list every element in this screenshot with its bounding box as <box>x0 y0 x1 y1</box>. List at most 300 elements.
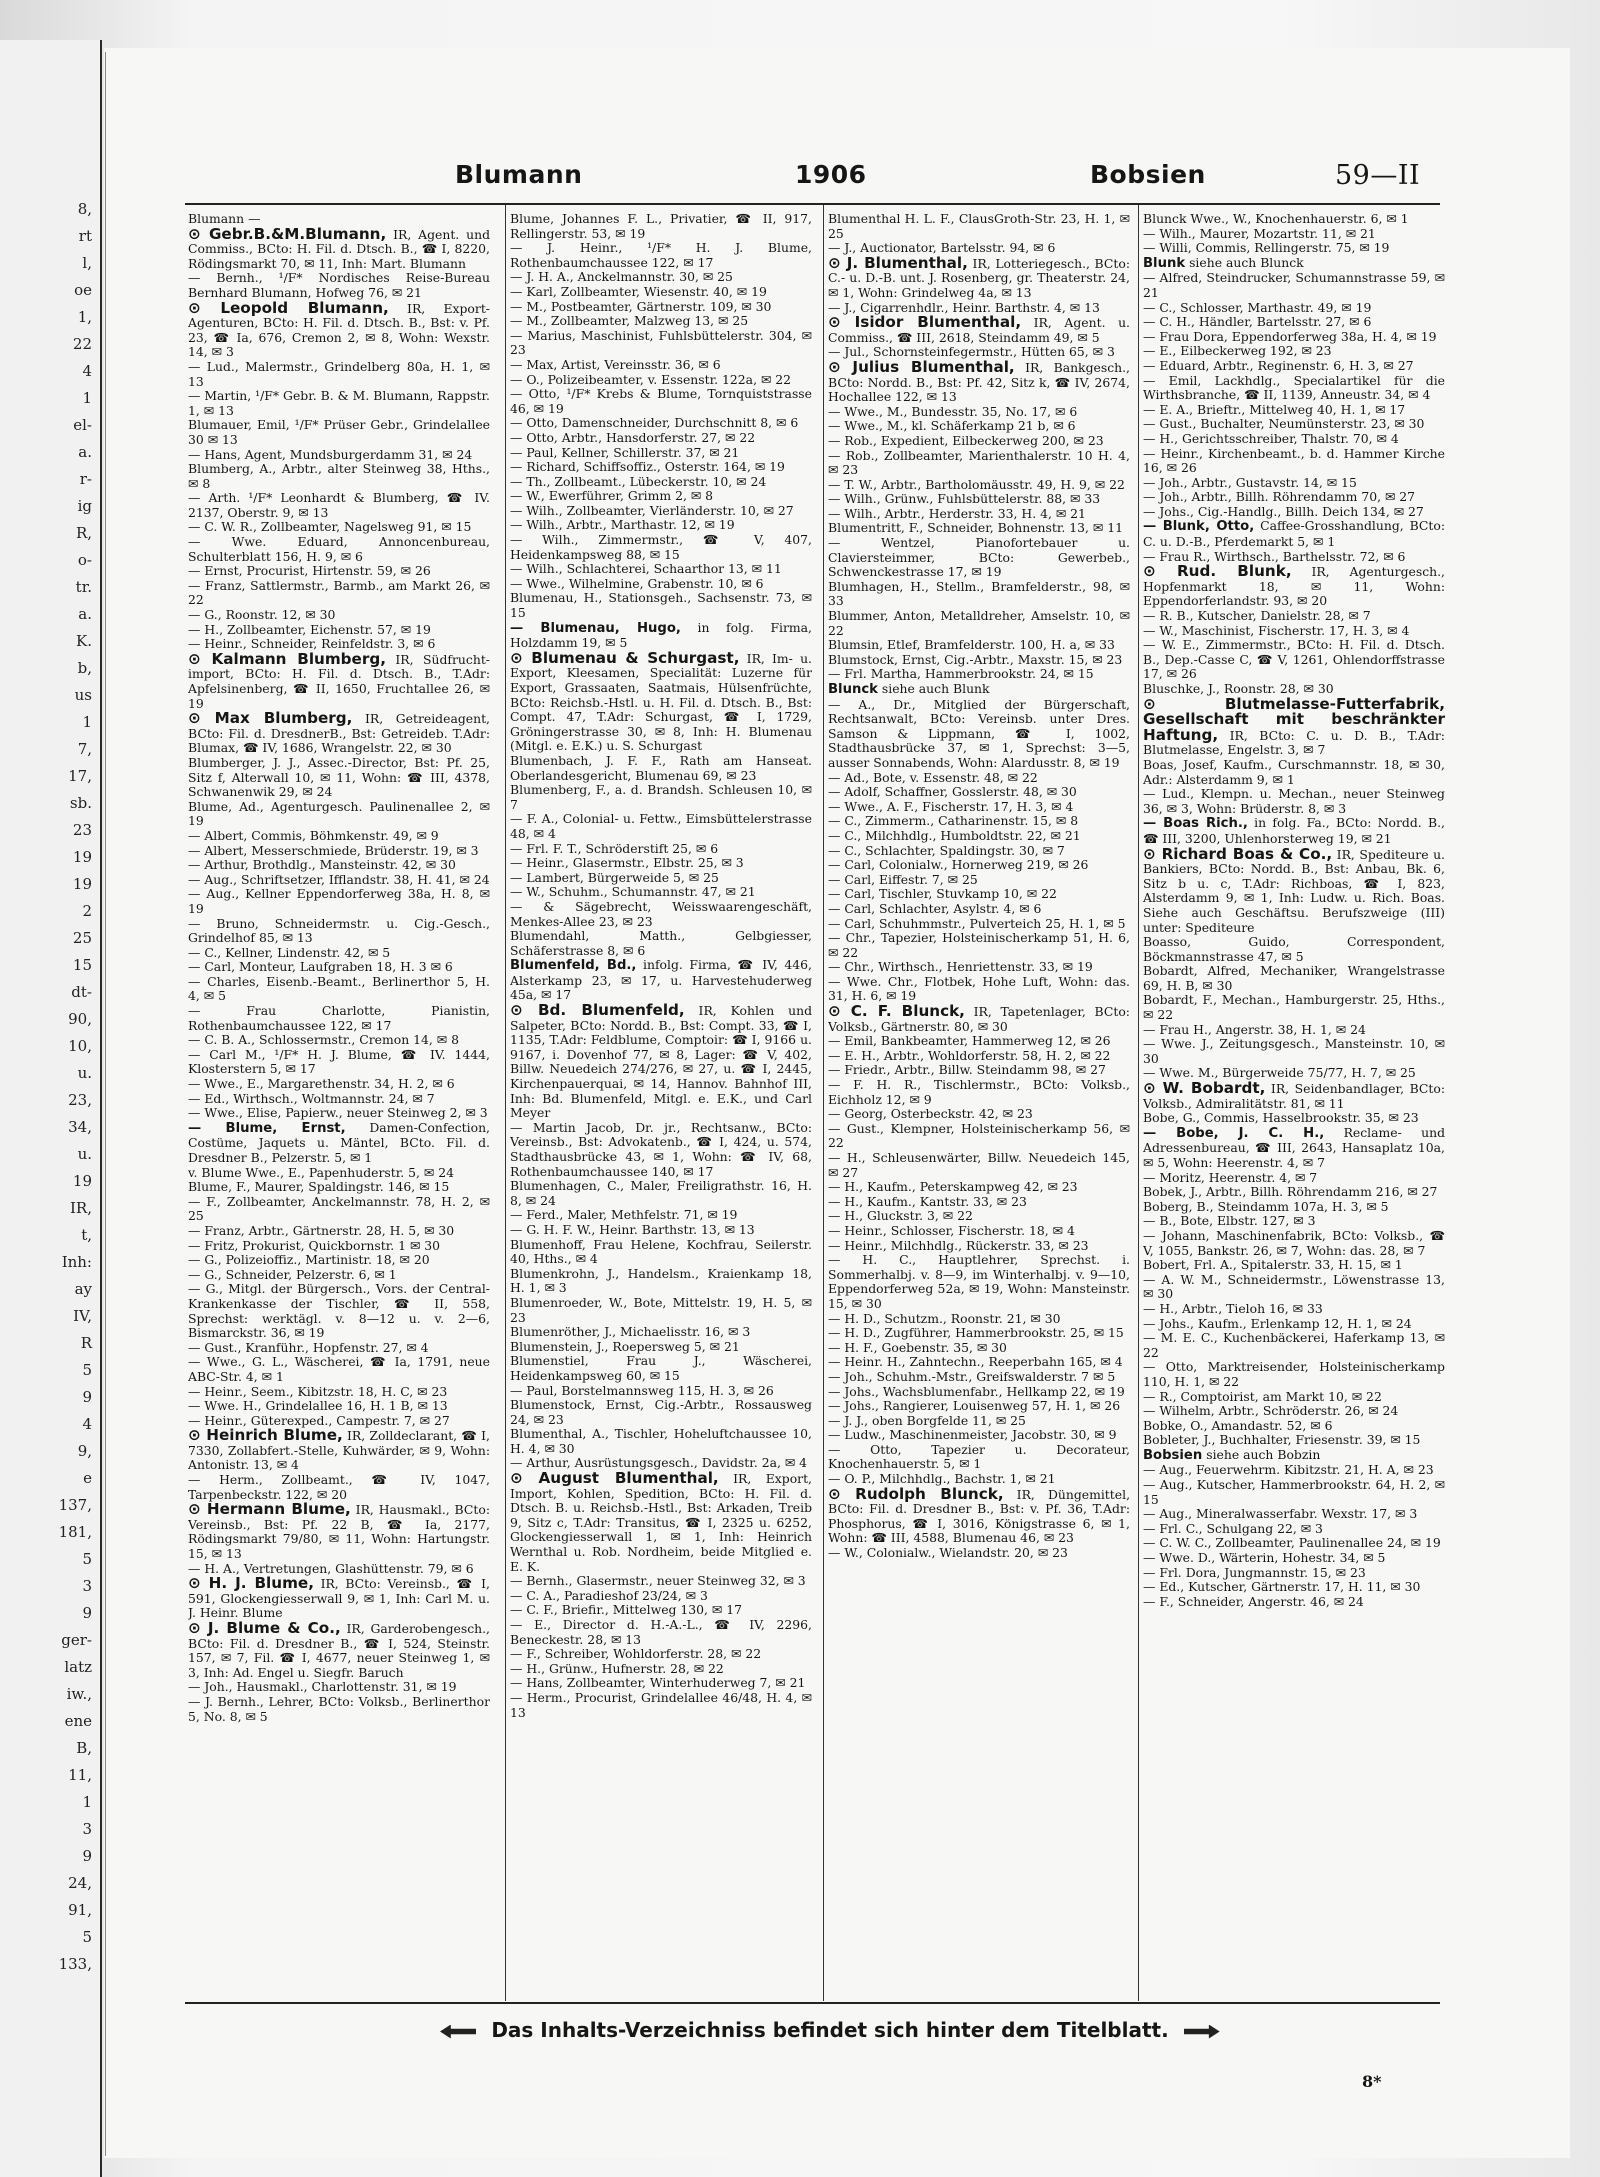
directory-entry <box>1143 301 1445 316</box>
entry-name: ⊙ August Blumenthal, <box>510 1469 719 1488</box>
entry-text: — Carl, Schuhmmstr., Pulverteich 25, H. 1, ✉ 5 <box>828 915 1126 931</box>
header-last-name: Bobsien <box>1090 160 1206 189</box>
entry-name: ⊙ Isidor Blumenthal, <box>828 313 1022 332</box>
entry-text: — H., Gerichtsschreiber, Thalstr. 70, ✉ 4 <box>1143 430 1399 446</box>
directory-entry <box>1143 1551 1445 1566</box>
entry-text: — Th., Zollbeamt., Lübeckerstr. 10, ✉ 24 <box>510 473 767 489</box>
directory-entry <box>510 358 812 373</box>
entry-text: — Emil, Bankbeamter, Hammerweg 12, ✉ 26 <box>828 1033 1111 1049</box>
entry-text: siehe auch Blunck <box>1185 254 1304 270</box>
directory-entry <box>828 1443 1130 1472</box>
entry-text: — T. W., Arbtr., Bartholomäusstr. 49, H. 9, ✉ 22 <box>828 476 1125 492</box>
entry-text: — Frau Dora, Eppendorferweg 38a, H. 4, ✉ 19 <box>1143 328 1437 344</box>
directory-entry <box>828 1239 1130 1254</box>
directory-entry <box>188 1268 490 1283</box>
entry-text: — Franz, Arbtr., Gärtnerstr. 28, H. 5, ✉ 30 <box>188 1222 455 1238</box>
entry-text: Blumenröther, J., Michaelisstr. 16, ✉ 3 <box>510 1324 751 1340</box>
entry-text: — Aug., Feuerwehrm. Kibitzstr. 21, H. A, ✉ 23 <box>1143 1462 1434 1478</box>
directory-entry <box>1143 241 1445 256</box>
adjacent-page-fragment: 3 <box>82 1820 92 1838</box>
entry-text: Blumstock, Ernst, Cig.-Arbtr., Maxstr. 15, ✉ 23 <box>828 651 1123 667</box>
adjacent-page-fragment: 34, <box>68 1118 92 1136</box>
directory-entry <box>510 842 812 857</box>
directory-entry <box>510 489 812 504</box>
adjacent-page-fragment: 19 <box>72 848 92 866</box>
entry-text: — Carl M., ¹/F* H. J. Blume, ☎ IV. 1444, Klosterstern 5, ✉ 17 <box>188 1046 490 1077</box>
entry-text: IR, BCto: Vereinsb., ☎ I, 591, Glockengiesserwall 9, ✉ 1, Inh: Carl M. u. J. Heinr. Blume <box>188 1576 490 1621</box>
directory-entry <box>188 1092 490 1107</box>
entry-text: — Wilh., Maurer, Mozartstr. 11, ✉ 21 <box>1143 225 1376 241</box>
entry-text: — H., Kaufm., Peterskampweg 42, ✉ 23 <box>828 1179 1078 1195</box>
adjacent-page-fragment: 4 <box>82 1415 92 1433</box>
entry-text: — Heinr., Seem., Kibitzstr. 18, H. C, ✉ 23 <box>188 1383 448 1399</box>
adjacent-page-fragment: 15 <box>72 956 92 974</box>
entry-text: Blume, Ad., Agenturgesch. Paulinenallee 2, ✉ 19 <box>188 798 490 829</box>
footer-note <box>430 2018 1230 2042</box>
entry-text: — Jul., Schornsteinfegermstr., Hütten 65, ✉ 3 <box>828 344 1115 360</box>
entry-text: — Alfred, Steindrucker, Schumannstrasse 59, ✉ 21 <box>1143 270 1445 300</box>
footer-note-text: Das Inhalts-Verzeichniss befindet sich hinter dem Titelblatt. <box>491 2018 1169 2042</box>
entry-text: — Johs., Wachsblumenfabr., Hellkamp 22, ✉ 19 <box>828 1383 1125 1399</box>
adjacent-page-fragment: ay <box>74 1280 92 1298</box>
entry-name: ⊙ C. F. Blunck, <box>828 1002 965 1021</box>
entry-text: Bobek, J., Arbtr., Billh. Röhrendamm 216, ✉ 27 <box>1143 1184 1438 1200</box>
directory-entry <box>1143 758 1445 787</box>
entry-text: IR, Agenturgesch., Hopfenmarkt 18, ✉ 11, Wohn: Eppendorferlandstr. 93, ✉ 20 <box>1143 564 1445 609</box>
adjacent-page-fragment: 9 <box>82 1388 92 1406</box>
entry-text: — Johs., Rangierer, Louisenweg 57, H. 1, ✉ 26 <box>828 1398 1121 1414</box>
entry-text: Blumenhoff, Frau Helene, Kochfrau, Seilerstr. 40, Hths., ✉ 4 <box>510 1236 812 1267</box>
entry-text: — Emil, Lackhdlg., Specialartikel für die Wirthsbranche, ☎ II, 1139, Anneustr. 34, ✉ 4 <box>1143 372 1445 403</box>
adjacent-page-fragment: 1 <box>82 389 92 407</box>
directory-entry <box>828 580 1130 609</box>
entry-text: — Hans, Zollbeamter, Winterhuderweg 7, ✉ 21 <box>510 1675 806 1691</box>
directory-entry <box>828 1078 1130 1107</box>
entry-text: — Paul, Borstelmannsweg 115, H. 3, ✉ 26 <box>510 1382 774 1398</box>
entry-text: — Gust., Kranführ., Hopfenstr. 27, ✉ 4 <box>188 1339 429 1355</box>
entry-text: — W., Ewerführer, Grimm 2, ✉ 8 <box>510 488 714 504</box>
entry-text: — Aug., Kutscher, Hammerbrookstr. 64, H. 2, ✉ 15 <box>1143 1477 1445 1507</box>
directory-entry <box>828 638 1130 653</box>
directory-entry <box>828 1253 1130 1311</box>
directory-entry <box>828 1180 1130 1195</box>
entry-text: — Ad., Bote, v. Essenstr. 48, ✉ 22 <box>828 769 1038 785</box>
directory-entry <box>828 405 1130 420</box>
directory-entry <box>828 315 1130 345</box>
entry-text: — Ernst, Procurist, Hirtenstr. 59, ✉ 26 <box>188 563 431 579</box>
directory-entry <box>510 1208 812 1223</box>
entry-text: Blumberg, A., Arbtr., alter Steinweg 38, Hths., ✉ 8 <box>188 461 490 491</box>
directory-entry <box>510 1223 812 1238</box>
entry-text: — Wwe. D., Wärterin, Hohestr. 34, ✉ 5 <box>1143 1550 1386 1566</box>
entry-name: ⊙ Kalmann Blumberg, <box>188 649 386 668</box>
entry-text: Blumenbach, J. F. F., Rath am Hanseat. Oberlandesgericht, Blumenau 69, ✉ 23 <box>510 752 812 783</box>
entry-text: IR, Getreideagent, BCto: Fil. d. DresdnerB., Bst: Getreideb. T.Adr: Blumax, ☎ IV, 1686, Wrangelstr. 22, ✉ 30 <box>188 711 490 756</box>
adjacent-page-fragment: 8, <box>77 200 92 218</box>
directory-entry <box>188 462 490 491</box>
directory-entry <box>188 1180 490 1195</box>
directory-entry <box>510 871 812 886</box>
adjacent-page-fragment: 9 <box>82 1604 92 1622</box>
entry-text: — C. H., Händler, Bartelsstr. 27, ✉ 6 <box>1143 314 1372 330</box>
entry-text: — Joh., Arbtr., Gustavstr. 14, ✉ 15 <box>1143 474 1357 490</box>
directory-entry <box>1143 993 1445 1022</box>
entry-text: — Wilh., Arbtr., Marthastr. 12, ✉ 19 <box>510 517 735 533</box>
entry-text: — H. A., Vertretungen, Glashüttenstr. 79, ✉ 6 <box>188 1560 474 1576</box>
directory-entry <box>1143 1229 1445 1258</box>
directory-entry <box>1143 1595 1445 1610</box>
adjacent-page-fragment: 9 <box>82 1847 92 1865</box>
entry-text: — Wwe., Wilhelmine, Grabenstr. 10, ✉ 6 <box>510 575 764 591</box>
directory-entry <box>188 844 490 859</box>
directory-entry <box>828 1341 1130 1356</box>
entry-text: — C., Milchhdlg., Humboldtstr. 22, ✉ 21 <box>828 827 1081 843</box>
entry-text: Blumenstein, J., Roepersweg 5, ✉ 21 <box>510 1338 740 1354</box>
directory-entry <box>188 800 490 829</box>
entry-text: siehe auch Blunk <box>877 681 990 696</box>
entry-text: in folg. Fa., BCto: Nordd. B., ☎ III, 3200, Uhlenhorsterweg 19, ✉ 21 <box>1143 815 1445 846</box>
entry-text: — Wwe. J., Zeitungsgesch., Mansteinstr. 10, ✉ 30 <box>1143 1036 1445 1066</box>
entry-text: — Wwe. Eduard, Annoncenbureau, Schulterblatt 156, H. 9, ✉ 6 <box>188 534 490 564</box>
directory-entry <box>510 1121 812 1179</box>
entry-text: — Johann, Maschinenfabrik, BCto: Volksb., ☎ V, 1055, Bankstr. 26, ✉ 7, Wohn: das. 28, ✉ 7 <box>1143 1227 1445 1258</box>
entry-text: Reclame- und Adressenbureau, ☎ III, 2643, Hansaplatz 10a, ✉ 5, Wohn: Heerenstr. 4, ✉ 7 <box>1143 1124 1445 1170</box>
directory-entry <box>188 1253 490 1268</box>
entry-text: — W., Schuhm., Schumannstr. 47, ✉ 21 <box>510 884 756 900</box>
adjacent-page-fragment: o- <box>77 551 92 569</box>
entry-text: — O., Polizeibeamter, v. Essenstr. 122a, ✉ 22 <box>510 371 792 387</box>
directory-entry <box>188 887 490 916</box>
directory-entry <box>1143 1185 1445 1200</box>
adjacent-page-fragment: rt <box>78 227 92 245</box>
entry-text: — Franz, Sattlermstr., Barmb., am Markt 26, ✉ 22 <box>188 577 490 608</box>
directory-entry <box>510 1647 812 1662</box>
entry-text: Blumenau, H., Stationsgeh., Sachsenstr. 73, ✉ 15 <box>510 590 812 621</box>
adjacent-page-fragment: R <box>80 1334 92 1352</box>
entry-text: — Wilh., Grünw., Fuhlsbüttelerstr. 88, ✉ 33 <box>828 491 1101 507</box>
directory-entry <box>188 1576 490 1621</box>
directory-entry <box>1143 624 1445 639</box>
directory-entry <box>1143 1419 1445 1434</box>
header-first-name: Blumann <box>455 160 583 189</box>
directory-entry <box>510 300 812 315</box>
column-3 <box>828 212 1130 1997</box>
directory-entry <box>510 1398 812 1427</box>
entry-text: — Ludw., Maschinenmeister, Jacobstr. 30, ✉ 9 <box>828 1427 1117 1443</box>
entry-name: ⊙ J. Blume & Co., <box>188 1619 341 1637</box>
entry-name: ⊙ H. J. Blume, <box>188 1574 314 1593</box>
entry-text: — Wilh., Schlachterei, Schaarthor 13, ✉ 11 <box>510 561 782 577</box>
directory-entry <box>1143 1522 1445 1537</box>
directory-entry <box>188 535 490 564</box>
adjacent-page-fragment: t, <box>81 1226 92 1244</box>
directory-entry <box>1143 1302 1445 1317</box>
entry-text: Blumenthal, A., Tischler, Hoheluftchaussee 10, H. 4, ✉ 30 <box>510 1426 812 1456</box>
directory-entry <box>188 873 490 888</box>
entry-text: — Rob., Zollbeamter, Marienthalerstr. 10 H. 4, ✉ 23 <box>828 447 1130 478</box>
entry-name: ⊙ Blumenau & Schurgast, <box>510 648 740 667</box>
entry-text: — E. A., Brieftr., Mittelweg 40, H. 1, ✉ 17 <box>1143 401 1406 417</box>
entry-text: — H., Grünw., Hufnerstr. 28, ✉ 22 <box>510 1660 724 1676</box>
entry-text: — Moritz, Heerenstr. 4, ✉ 7 <box>1143 1169 1318 1185</box>
entry-text: — Albert, Messerschmiede, Brüderstr. 19, ✉ 3 <box>188 842 479 858</box>
entry-name: ⊙ Julius Blumenthal, <box>828 357 1015 376</box>
adjacent-page-fragment: 181, <box>58 1523 92 1541</box>
directory-entry <box>1143 638 1445 682</box>
directory-entry <box>510 1618 812 1647</box>
directory-entry <box>188 917 490 946</box>
directory-entry <box>828 1355 1130 1370</box>
directory-entry <box>510 475 812 490</box>
entry-text: — & Sägebrecht, Weisswaarengeschäft, Menkes-Allee 23, ✉ 23 <box>510 898 812 929</box>
directory-entry <box>188 858 490 873</box>
entry-name: ⊙ Rud. Blunk, <box>1143 562 1292 581</box>
entry-name: ⊙ Max Blumberg, <box>188 709 353 728</box>
entry-name: ⊙ W. Bobardt, <box>1143 1079 1266 1098</box>
entry-text: IR, Südfrucht-import, BCto: H. Fil. d. Dtsch. B., T.Adr: Apfelsinenberg, ☎ II, 1650, Fruchtallee 26, ✉ 19 <box>188 651 490 711</box>
entry-text: — Wwe., M., kl. Schäferkamp 21 b, ✉ 6 <box>828 418 1076 434</box>
entry-text: — C. A., Paradieshof 23/24, ✉ 3 <box>510 1587 708 1603</box>
entry-text: — Johs., Cig.-Handlg., Billh. Deich 134, ✉ 27 <box>1143 503 1424 519</box>
entry-text: — Wilh., Arbtr., Herderstr. 33, H. 4, ✉ 21 <box>828 505 1086 521</box>
column-4 <box>1143 212 1445 1997</box>
directory-entry <box>188 1048 490 1077</box>
adjacent-page-fragment: 7, <box>77 740 92 758</box>
entry-text: IR, Garderobengesch., BCto: Fil. d. Dresdner B., ☎ I, 524, Steinstr. 157, ✉ 7, Fil. ☎ I, 4677, neuer Steinweg 1, ✉ 3, Inh: Ad. Engel u. Siegfr. Baruch <box>188 1621 490 1680</box>
entry-text: — Arthur, Ausrüstungsgesch., Davidstr. 2a, ✉ 4 <box>510 1455 808 1471</box>
entry-text: — Otto, Marktreisender, Holsteinischerkamp 110, H. 1, ✉ 22 <box>1143 1359 1445 1389</box>
entry-text: — W. E., Zimmermstr., BCto: H. Fil. d. Dtsch. B., Dep.-Casse C, ☎ V, 1261, Ohlendorffstrasse 17, ✉ 26 <box>1143 637 1445 682</box>
entry-text: — E., Eilbeckerweg 192, ✉ 23 <box>1143 343 1332 359</box>
entry-text: Boberg, B., Steindamm 107a, H. 3, ✉ 5 <box>1143 1198 1389 1214</box>
entry-text: — F., Schneider, Angerstr. 46, ✉ 24 <box>1143 1593 1364 1609</box>
entry-text: — H., Kaufm., Kantstr. 33, ✉ 23 <box>828 1193 1027 1209</box>
entry-text: — M. E. C., Kuchenbäckerei, Haferkamp 13, ✉ 22 <box>1143 1330 1445 1360</box>
directory-entry <box>1143 787 1445 816</box>
directory-entry <box>510 1384 812 1399</box>
entry-text: Blumenthal H. L. F., ClausGroth-Str. 23, H. 1, ✉ 25 <box>828 212 1130 241</box>
directory-entry <box>188 829 490 844</box>
entry-text: — Otto, Damenschneider, Durchschnitt 8, ✉ 6 <box>510 415 799 431</box>
directory-entry <box>828 682 1130 698</box>
adjacent-page-fragment: 24, <box>68 1874 92 1892</box>
entry-text: — Albert, Commis, Böhmkenstr. 49, ✉ 9 <box>188 827 439 843</box>
entry-text: v. Blume Wwe., E., Papenhuderstr. 5, ✉ 24 <box>188 1164 455 1180</box>
entry-text: — Aug., Mineralwasserfabr. Wexstr. 17, ✉ 3 <box>1143 1506 1418 1522</box>
directory-entry <box>1143 1536 1445 1551</box>
directory-entry <box>188 1121 490 1166</box>
page-number: 59—II <box>1335 160 1421 191</box>
directory-entry <box>510 314 812 329</box>
entry-text: Blumentritt, F., Schneider, Bohnenstr. 13, ✉ 11 <box>828 520 1124 536</box>
entry-text: — F. H. R., Tischlermstr., BCto: Volksb., Eichholz 12, ✉ 9 <box>828 1077 1130 1107</box>
adjacent-page-fragment: 17, <box>68 767 92 785</box>
directory-entry <box>510 416 812 431</box>
entry-text: — M., Zollbeamter, Malzweg 13, ✉ 25 <box>510 313 749 329</box>
directory-entry <box>1143 1111 1445 1126</box>
entry-text: — F., Schreiber, Wohldorferstr. 28, ✉ 22 <box>510 1646 762 1662</box>
entry-text: — Heinr. H., Zahntechn., Reeperbahn 165, ✉ 4 <box>828 1354 1123 1370</box>
entry-text: — Gust., Klempner, Holsteinischerkamp 56, ✉ 22 <box>828 1120 1130 1151</box>
directory-entry <box>828 492 1130 507</box>
directory-entry <box>510 1296 812 1325</box>
entry-text: — G. H. F. W., Heinr. Barthstr. 13, ✉ 13 <box>510 1221 755 1237</box>
entry-text: — Heinr., Schneider, Reinfeldstr. 3, ✉ 6 <box>188 636 436 652</box>
entry-text: — Heinr., Güterexped., Campestr. 7, ✉ 27 <box>188 1412 450 1428</box>
directory-entry <box>828 357 1130 405</box>
directory-entry <box>510 1354 812 1383</box>
entry-text: — Wilh., Zollbeamter, Vierländerstr. 10, ✉ 27 <box>510 502 794 518</box>
directory-entry <box>188 608 490 623</box>
directory-entry <box>188 271 490 300</box>
directory-entry <box>188 649 490 711</box>
directory-entry <box>1143 256 1445 272</box>
entry-text: — Chr., Tapezier, Holsteinischerkamp 51, H. 6, ✉ 22 <box>828 930 1130 960</box>
directory-entry <box>1143 935 1445 964</box>
page-header <box>185 160 1445 200</box>
directory-entry <box>188 579 490 608</box>
directory-entry <box>1143 1258 1445 1273</box>
directory-entry <box>1143 1404 1445 1419</box>
adjacent-page-fragment: ger- <box>61 1631 92 1649</box>
adjacent-page-fragment: 4 <box>82 362 92 380</box>
directory-entry <box>510 1603 812 1618</box>
entry-text: — H., Gluckstr. 3, ✉ 22 <box>828 1208 973 1224</box>
entry-text: Caffee-Grosshandlung, BCto: C. u. D.-B., Pferdemarkt 5, ✉ 1 <box>1143 518 1445 550</box>
entry-text: — J. J., oben Borgfelde 11, ✉ 25 <box>828 1412 1026 1428</box>
entry-text: — Frl. Dora, Jungmannstr. 15, ✉ 23 <box>1143 1564 1366 1580</box>
column-2 <box>510 212 812 1997</box>
entry-text: Damen-Confection, Costüme, Jaquets u. Mäntel, BCto. Fil. d. Dresdner B., Pelzerstr. 5, ✉ 1 <box>188 1119 490 1165</box>
directory-entry <box>510 460 812 475</box>
entry-text: — Heinr., Glasermstr., Elbstr. 25, ✉ 3 <box>510 855 744 871</box>
adjacent-page-fragment: 5 <box>82 1550 92 1568</box>
directory-entry <box>1143 315 1445 330</box>
directory-entry <box>1143 844 1445 936</box>
entry-text: Blumauer, Emil, ¹/F* Prüser Gebr., Grindelallee 30 ✉ 13 <box>188 417 490 447</box>
directory-entry <box>510 1676 812 1691</box>
entry-name: Blumenfeld, Bd., <box>510 958 637 974</box>
adjacent-page-fragment: 1 <box>82 1793 92 1811</box>
directory-entry <box>828 931 1130 960</box>
directory-entry <box>1143 1081 1445 1111</box>
directory-entry <box>188 756 490 800</box>
directory-entry <box>828 698 1130 771</box>
adjacent-page-fragment: b, <box>77 659 92 677</box>
entry-text: — Heinr., Milchhdlg., Rückerstr. 33, ✉ 23 <box>828 1237 1089 1253</box>
directory-entry <box>1143 1580 1445 1595</box>
entry-name: ⊙ Hermann Blume, <box>188 1500 351 1519</box>
directory-entry <box>1143 505 1445 520</box>
directory-entry <box>828 1195 1130 1210</box>
directory-entry <box>510 856 812 871</box>
directory-entry <box>1143 374 1445 403</box>
entry-text: Blumenkrohn, J., Handelsm., Kraienkamp 18, H. 1, ✉ 3 <box>510 1265 812 1296</box>
entry-text: — H. D., Zugführer, Hammerbrookstr. 25, ✉ 15 <box>828 1325 1124 1341</box>
directory-entry <box>188 1239 490 1254</box>
pointing-hand-icon <box>1184 2025 1220 2039</box>
directory-entry <box>828 653 1130 668</box>
adjacent-page-fragment: sb. <box>69 794 92 812</box>
entry-text: — Lambert, Bürgerweide 5, ✉ 25 <box>510 869 719 885</box>
adjacent-page-fragment: B, <box>76 1739 92 1757</box>
entry-text: — G., Schneider, Pelzerstr. 6, ✉ 1 <box>188 1266 397 1282</box>
entry-text: — Bernh., Glasermstr., neuer Steinweg 32, ✉ 3 <box>510 1573 806 1589</box>
entry-text: — Richard, Schiffsoffiz., Osterstr. 164, ✉ 19 <box>510 459 785 475</box>
directory-entry <box>1143 1478 1445 1507</box>
adjacent-page-fragment: 25 <box>72 929 92 947</box>
entry-name: ⊙ Richard Boas & Co., <box>1143 844 1333 863</box>
entry-text: — Arthur, Brothdlg., Mansteinstr. 42, ✉ 30 <box>188 857 456 873</box>
directory-entry <box>828 1063 1130 1078</box>
adjacent-page-fragment: l, <box>82 254 92 272</box>
adjacent-page-fragment: R, <box>75 524 92 542</box>
entry-text: — C., Schlosser, Marthastr. 49, ✉ 19 <box>1143 299 1372 315</box>
entry-text: — Otto, Tapezier u. Decorateur, Knochenhauerstr. 5, ✉ 1 <box>828 1441 1130 1472</box>
directory-entry <box>828 1312 1130 1327</box>
directory-entry <box>510 621 812 651</box>
entry-text: IR, Im- u. Export, Kleesamen, Specialität: Luzerne für Export, Grassaaten, Saatmais, Hülsenfrüchte, BCto: Reichsb.-Hstl. u. H. Fil. d. Dtsch. B., Bst: Compt. 47, T.Adr: Schurgast, ☎ I, 1729, Gröningerstrasse 30, ✉ 8, Inh: H. Blumenau (Mitgl. e. E.K.) u. S. Schurgast <box>510 650 812 754</box>
column-divider <box>823 205 824 2001</box>
adjacent-page-fragment: 5 <box>82 1928 92 1946</box>
entry-text: Blumenstock, Ernst, Cig.-Arbtr., Rossausweg 24, ✉ 23 <box>510 1397 812 1427</box>
entry-text: — Chr., Wirthsch., Henriettenstr. 33, ✉ 19 <box>828 959 1093 975</box>
entry-text: — Wwe., A. F., Fischerstr. 17, H. 3, ✉ 4 <box>828 798 1074 814</box>
entry-text: — J., Auctionator, Bartelsstr. 94, ✉ 6 <box>828 240 1056 256</box>
entry-text: — C., Schlachter, Spaldingstr. 30, ✉ 7 <box>828 842 1065 858</box>
directory-entry <box>510 373 812 388</box>
adjacent-page-fragment: ene <box>64 1712 92 1730</box>
entry-text: IR, Tapetenlager, BCto: Volksb., Gärtnerstr. 80, ✉ 30 <box>828 1004 1130 1034</box>
directory-entry <box>188 946 490 961</box>
directory-entry <box>828 1546 1130 1561</box>
entry-text: IR, Düngemittel, BCto: Fil. d. Dresdner B., Bst: v. Pf. 36, T.Adr: Phosphorus, ☎ I, 3016, Königstrasse 6, ✉ 1, Wohn: ☎ III, 4588, Blumenau 46, ✉ 23 <box>828 1486 1130 1546</box>
directory-entry <box>1143 271 1445 300</box>
entry-text: — C., Zimmerm., Catharinenstr. 15, ✉ 8 <box>828 813 1079 829</box>
directory-entry <box>188 1224 490 1239</box>
entry-text: — Aug., Schriftsetzer, Ifflandstr. 38, H. 41, ✉ 24 <box>188 871 490 887</box>
entry-name: ⊙ Bd. Blumenfeld, <box>510 1001 685 1020</box>
entry-text: infolg. Firma, ☎ IV, 446, Alsterkamp 23, ✉ 17, u. Harvestehuderweg 45a, ✉ 17 <box>510 957 812 1003</box>
directory-entry <box>510 754 812 783</box>
directory-entry <box>828 873 1130 888</box>
adjacent-page-fragment: K. <box>76 632 92 650</box>
directory-entry <box>1143 476 1445 491</box>
adjacent-page-fragment: 10, <box>68 1037 92 1055</box>
adjacent-page-fragment: 11, <box>68 1766 92 1784</box>
directory-entry <box>188 564 490 579</box>
directory-entry <box>188 1282 490 1340</box>
entry-name: Bobsien <box>1143 1447 1203 1463</box>
entry-text: — Hans, Agent, Mundsburgerdamm 31, ✉ 24 <box>188 446 473 462</box>
directory-entry <box>188 1385 490 1400</box>
directory-entry <box>510 1179 812 1208</box>
directory-entry <box>188 418 490 447</box>
entry-text: — Frl. F. T., Schröderstift 25, ✉ 6 <box>510 840 719 856</box>
directory-entry <box>1143 1448 1445 1464</box>
entry-text: Boasso, Guido, Correspondent, Böckmannstrasse 47, ✉ 5 <box>1143 934 1445 964</box>
directory-entry <box>188 1341 490 1356</box>
adjacent-page-fragment: e <box>83 1469 92 1487</box>
directory-entry <box>510 1267 812 1296</box>
directory-entry <box>828 1004 1130 1034</box>
entry-text: Bobardt, F., Mechan., Hamburgerstr. 25, Hths., ✉ 22 <box>1143 992 1445 1023</box>
entry-text: — H., Schleusenwärter, Billw. Neuedeich 145, ✉ 27 <box>828 1150 1130 1180</box>
entry-text: — G., Roonstr. 12, ✉ 30 <box>188 607 336 623</box>
directory-entry <box>188 1621 490 1680</box>
entry-text: — Adolf, Schaffner, Gosslerstr. 48, ✉ 30 <box>828 784 1077 800</box>
adjacent-page-fragment: r- <box>79 470 92 488</box>
